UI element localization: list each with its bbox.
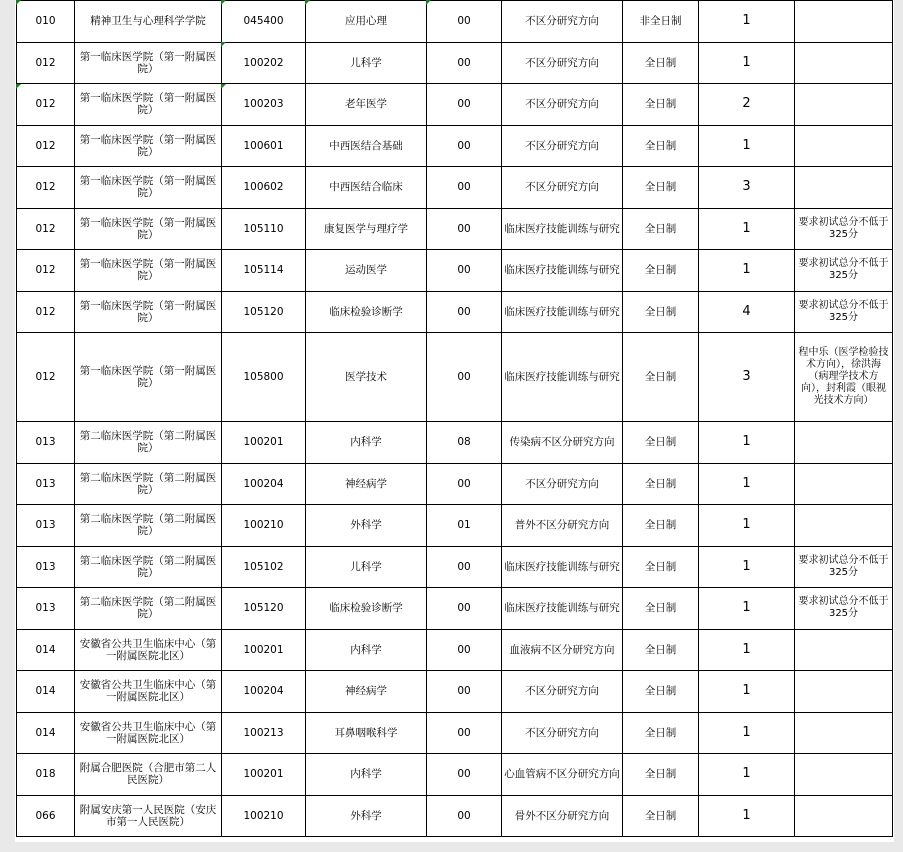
direction-cell[interactable]: 临床医疗技能训练与研究 (502, 208, 623, 250)
major-code-cell[interactable]: 105102 (222, 546, 306, 588)
college-cell[interactable]: 安徽省公共卫生临床中心（第一附属医院北区） (75, 671, 222, 713)
code-cell[interactable]: 013 (17, 463, 75, 505)
major-cell[interactable]: 中西医结合临床 (306, 167, 427, 209)
major-code-cell[interactable]: 100213 (222, 712, 306, 754)
note-cell[interactable] (795, 42, 893, 84)
table-row (17, 1, 893, 43)
college-cell[interactable]: 第一临床医学院（第一附属医院） (75, 250, 222, 292)
direction-code-cell[interactable]: 08 (427, 422, 502, 464)
direction-cell[interactable]: 心血管病不区分研究方向 (502, 754, 623, 796)
quota-cell[interactable]: 1 (699, 208, 795, 250)
major-cell[interactable]: 内科学 (306, 629, 427, 671)
quota-cell[interactable]: 1 (699, 546, 795, 588)
direction-cell[interactable]: 不区分研究方向 (502, 463, 623, 505)
direction-code-cell[interactable]: 00 (427, 125, 502, 167)
quota-cell[interactable]: 1 (699, 588, 795, 630)
major-code-cell[interactable]: 100202 (222, 42, 306, 84)
direction-cell[interactable]: 临床医疗技能训练与研究 (502, 588, 623, 630)
note-cell[interactable] (795, 463, 893, 505)
major-code-cell[interactable]: 100203 (222, 84, 306, 126)
note-cell[interactable]: 要求初试总分不低于325分 (795, 208, 893, 250)
table-row (17, 42, 893, 84)
study-mode-cell[interactable]: 全日制 (623, 629, 699, 671)
direction-cell[interactable]: 不区分研究方向 (502, 125, 623, 167)
college-cell[interactable]: 第二临床医学院（第二附属医院） (75, 463, 222, 505)
study-mode-cell[interactable]: 全日制 (623, 588, 699, 630)
study-mode-cell[interactable]: 全日制 (623, 754, 699, 796)
major-cell[interactable]: 外科学 (306, 795, 427, 837)
code-cell[interactable]: 013 (17, 422, 75, 464)
quota-cell[interactable]: 1 (699, 463, 795, 505)
quota-cell[interactable]: 4 (699, 291, 795, 333)
college-cell[interactable]: 第二临床医学院（第二附属医院） (75, 546, 222, 588)
study-mode-cell[interactable]: 全日制 (623, 795, 699, 837)
college-cell[interactable]: 附属合肥医院（合肥市第二人民医院） (75, 754, 222, 796)
study-mode-cell[interactable]: 全日制 (623, 505, 699, 547)
direction-cell[interactable]: 不区分研究方向 (502, 84, 623, 126)
note-cell[interactable] (795, 167, 893, 209)
note-cell[interactable]: 要求初试总分不低于325分 (795, 291, 893, 333)
major-cell[interactable]: 老年医学 (306, 84, 427, 126)
direction-code-cell[interactable]: 00 (427, 250, 502, 292)
note-cell[interactable] (795, 1, 893, 43)
cell-marker-icon (221, 42, 226, 47)
code-cell[interactable]: 014 (17, 629, 75, 671)
quota-cell[interactable]: 1 (699, 754, 795, 796)
code-cell[interactable]: 014 (17, 671, 75, 713)
direction-cell[interactable]: 传染病不区分研究方向 (502, 422, 623, 464)
study-mode-cell[interactable]: 全日制 (623, 167, 699, 209)
study-mode-cell[interactable]: 全日制 (623, 250, 699, 292)
table-row (17, 250, 893, 292)
direction-cell[interactable]: 不区分研究方向 (502, 712, 623, 754)
major-code-cell[interactable]: 105110 (222, 208, 306, 250)
major-code-cell[interactable]: 105800 (222, 333, 306, 422)
code-cell[interactable]: 018 (17, 754, 75, 796)
major-cell[interactable]: 儿科学 (306, 42, 427, 84)
quota-cell[interactable]: 2 (699, 84, 795, 126)
quota-cell[interactable]: 1 (699, 125, 795, 167)
major-cell[interactable]: 内科学 (306, 754, 427, 796)
sheet-bottom-margin (0, 842, 903, 852)
note-cell[interactable] (795, 422, 893, 464)
code-cell[interactable]: 010 (17, 1, 75, 43)
code-cell[interactable]: 012 (17, 167, 75, 209)
college-cell[interactable]: 精神卫生与心理科学学院 (75, 1, 222, 43)
study-mode-cell[interactable]: 全日制 (623, 84, 699, 126)
major-code-cell[interactable]: 100201 (222, 422, 306, 464)
cell-marker-icon (16, 0, 21, 5)
direction-cell[interactable]: 普外不区分研究方向 (502, 505, 623, 547)
major-cell[interactable]: 中西医结合基础 (306, 125, 427, 167)
table-row (17, 167, 893, 209)
note-cell[interactable] (795, 795, 893, 837)
major-cell[interactable]: 神经病学 (306, 671, 427, 713)
study-mode-cell[interactable]: 全日制 (623, 712, 699, 754)
major-cell[interactable]: 临床检验诊断学 (306, 291, 427, 333)
direction-cell[interactable]: 不区分研究方向 (502, 167, 623, 209)
direction-cell[interactable]: 不区分研究方向 (502, 1, 623, 43)
note-cell[interactable] (795, 754, 893, 796)
table-row (17, 505, 893, 547)
study-mode-cell[interactable]: 全日制 (623, 208, 699, 250)
direction-cell[interactable]: 不区分研究方向 (502, 671, 623, 713)
college-cell[interactable]: 安徽省公共卫生临床中心（第一附属医院北区） (75, 629, 222, 671)
table-row (17, 463, 893, 505)
direction-code-cell[interactable]: 00 (427, 712, 502, 754)
cell-marker-icon (305, 0, 310, 5)
note-cell[interactable]: 要求初试总分不低于325分 (795, 250, 893, 292)
study-mode-cell[interactable]: 全日制 (623, 42, 699, 84)
table-row (17, 333, 893, 422)
major-cell[interactable]: 耳鼻咽喉科学 (306, 712, 427, 754)
quota-cell[interactable]: 1 (699, 629, 795, 671)
major-cell[interactable]: 临床检验诊断学 (306, 588, 427, 630)
table-row (17, 671, 893, 713)
major-cell[interactable]: 运动医学 (306, 250, 427, 292)
direction-code-cell[interactable]: 00 (427, 546, 502, 588)
note-cell[interactable] (795, 712, 893, 754)
study-mode-cell[interactable]: 全日制 (623, 125, 699, 167)
cell-marker-icon (16, 84, 21, 89)
code-cell[interactable]: 012 (17, 333, 75, 422)
direction-cell[interactable]: 不区分研究方向 (502, 42, 623, 84)
quota-cell[interactable]: 3 (699, 333, 795, 422)
study-mode-cell[interactable]: 全日制 (623, 333, 699, 422)
major-code-cell[interactable]: 100602 (222, 167, 306, 209)
code-cell[interactable]: 012 (17, 125, 75, 167)
major-code-cell[interactable]: 100204 (222, 671, 306, 713)
major-cell[interactable]: 神经病学 (306, 463, 427, 505)
college-cell[interactable]: 附属安庆第一人民医院（安庆市第一人民医院） (75, 795, 222, 837)
code-cell[interactable]: 012 (17, 208, 75, 250)
college-cell[interactable]: 第一临床医学院（第一附属医院） (75, 208, 222, 250)
major-cell[interactable]: 医学技术 (306, 333, 427, 422)
quota-cell[interactable]: 1 (699, 671, 795, 713)
code-cell[interactable]: 012 (17, 250, 75, 292)
major-cell[interactable]: 外科学 (306, 505, 427, 547)
direction-code-cell[interactable]: 00 (427, 333, 502, 422)
major-code-cell[interactable]: 100201 (222, 754, 306, 796)
code-cell[interactable]: 012 (17, 84, 75, 126)
major-code-cell[interactable]: 100201 (222, 629, 306, 671)
direction-code-cell[interactable]: 00 (427, 629, 502, 671)
major-code-cell[interactable]: 105120 (222, 291, 306, 333)
code-cell[interactable]: 066 (17, 795, 75, 837)
direction-code-cell[interactable]: 00 (427, 84, 502, 126)
study-mode-cell[interactable]: 全日制 (623, 463, 699, 505)
note-cell[interactable] (795, 84, 893, 126)
table-row (17, 291, 893, 333)
quota-cell[interactable]: 1 (699, 422, 795, 464)
direction-code-cell[interactable]: 00 (427, 795, 502, 837)
major-cell[interactable]: 内科学 (306, 422, 427, 464)
note-cell[interactable] (795, 629, 893, 671)
note-cell[interactable]: 要求初试总分不低于325分 (795, 588, 893, 630)
major-code-cell[interactable]: 105114 (222, 250, 306, 292)
table-row (17, 754, 893, 796)
direction-code-cell[interactable]: 00 (427, 1, 502, 43)
college-cell[interactable]: 第一临床医学院（第一附属医院） (75, 167, 222, 209)
direction-code-cell[interactable]: 00 (427, 588, 502, 630)
cell-marker-icon (426, 0, 431, 5)
quota-cell[interactable]: 1 (699, 795, 795, 837)
note-cell[interactable] (795, 671, 893, 713)
college-cell[interactable]: 第二临床医学院（第二附属医院） (75, 505, 222, 547)
code-cell[interactable]: 012 (17, 42, 75, 84)
college-cell[interactable]: 第一临床医学院（第一附属医院） (75, 333, 222, 422)
study-mode-cell[interactable]: 非全日制 (623, 1, 699, 43)
direction-cell[interactable]: 血液病不区分研究方向 (502, 629, 623, 671)
major-cell[interactable]: 儿科学 (306, 546, 427, 588)
college-cell[interactable]: 第一临床医学院（第一附属医院） (75, 291, 222, 333)
college-cell[interactable]: 安徽省公共卫生临床中心（第一附属医院北区） (75, 712, 222, 754)
direction-code-cell[interactable]: 00 (427, 167, 502, 209)
major-code-cell[interactable]: 100210 (222, 795, 306, 837)
code-cell[interactable]: 013 (17, 588, 75, 630)
direction-cell[interactable]: 临床医疗技能训练与研究 (502, 291, 623, 333)
direction-cell[interactable]: 骨外不区分研究方向 (502, 795, 623, 837)
study-mode-cell[interactable]: 全日制 (623, 546, 699, 588)
admissions-table (16, 0, 893, 837)
table-row (17, 712, 893, 754)
code-cell[interactable]: 014 (17, 712, 75, 754)
table-row (17, 588, 893, 630)
code-cell[interactable]: 013 (17, 505, 75, 547)
note-cell[interactable] (795, 125, 893, 167)
college-cell[interactable]: 第二临床医学院（第二附属医院） (75, 588, 222, 630)
study-mode-cell[interactable]: 全日制 (623, 291, 699, 333)
direction-code-cell[interactable]: 00 (427, 754, 502, 796)
study-mode-cell[interactable]: 全日制 (623, 671, 699, 713)
table-row (17, 629, 893, 671)
table-row (17, 208, 893, 250)
quota-cell[interactable]: 1 (699, 42, 795, 84)
code-cell[interactable]: 012 (17, 291, 75, 333)
direction-cell[interactable]: 临床医疗技能训练与研究 (502, 333, 623, 422)
college-cell[interactable]: 第二临床医学院（第二附属医院） (75, 422, 222, 464)
table-row (17, 84, 893, 126)
table-row (17, 795, 893, 837)
quota-cell[interactable]: 1 (699, 712, 795, 754)
quota-cell[interactable]: 1 (699, 505, 795, 547)
college-cell[interactable]: 第一临床医学院（第一附属医院） (75, 125, 222, 167)
quota-cell[interactable]: 1 (699, 1, 795, 43)
study-mode-cell[interactable]: 全日制 (623, 422, 699, 464)
direction-cell[interactable]: 临床医疗技能训练与研究 (502, 250, 623, 292)
code-cell[interactable]: 013 (17, 546, 75, 588)
college-cell[interactable]: 第一临床医学院（第一附属医院） (75, 42, 222, 84)
college-cell[interactable]: 第一临床医学院（第一附属医院） (75, 84, 222, 126)
cell-marker-icon (221, 0, 226, 5)
cell-marker-icon (221, 84, 226, 89)
quota-cell[interactable]: 1 (699, 250, 795, 292)
direction-code-cell[interactable]: 00 (427, 671, 502, 713)
direction-code-cell[interactable]: 00 (427, 291, 502, 333)
note-cell[interactable] (795, 505, 893, 547)
table-row (17, 422, 893, 464)
spreadsheet-page (15, 0, 894, 842)
direction-code-cell[interactable]: 01 (427, 505, 502, 547)
major-code-cell[interactable]: 100204 (222, 463, 306, 505)
direction-code-cell[interactable]: 00 (427, 208, 502, 250)
direction-cell[interactable]: 临床医疗技能训练与研究 (502, 546, 623, 588)
major-code-cell[interactable]: 105120 (222, 588, 306, 630)
quota-cell[interactable]: 3 (699, 167, 795, 209)
major-code-cell[interactable]: 100210 (222, 505, 306, 547)
major-cell[interactable]: 应用心理 (306, 1, 427, 43)
major-code-cell[interactable]: 100601 (222, 125, 306, 167)
direction-code-cell[interactable]: 00 (427, 42, 502, 84)
major-code-cell[interactable]: 045400 (222, 1, 306, 43)
table-row (17, 546, 893, 588)
note-cell[interactable]: 要求初试总分不低于325分 (795, 546, 893, 588)
note-cell[interactable]: 程中乐（医学检验技术方向），徐洪海（病理学技术方向），封利霞（眼视光技术方向） (795, 333, 893, 422)
table-row (17, 125, 893, 167)
direction-code-cell[interactable]: 00 (427, 463, 502, 505)
major-cell[interactable]: 康复医学与理疗学 (306, 208, 427, 250)
